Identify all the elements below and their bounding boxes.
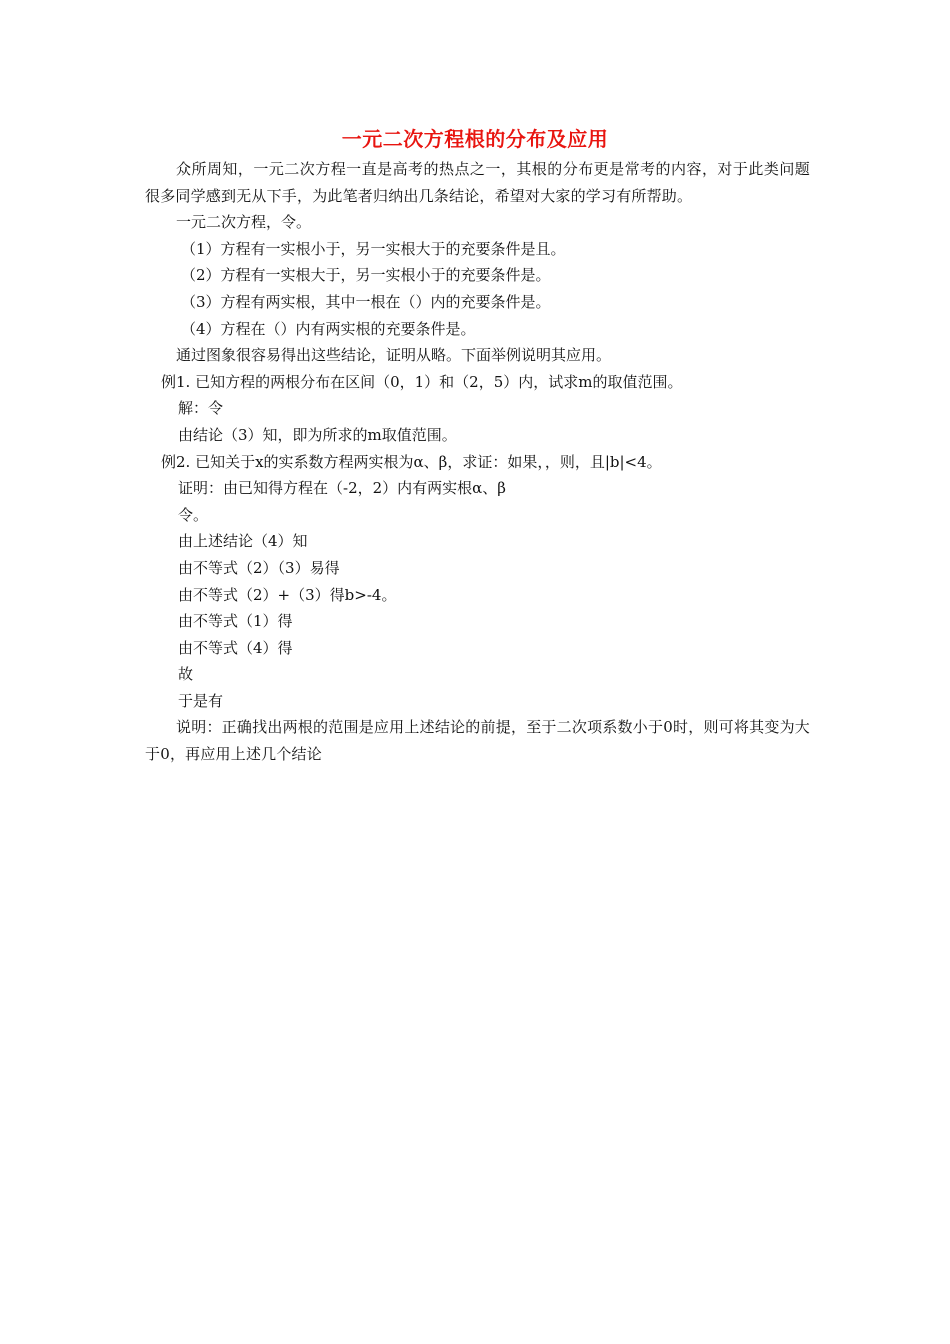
transition-line: 通过图象很容易得出这些结论，证明从略。下面举例说明其应用。 — [176, 346, 612, 365]
proof-line: 由不等式（1）得 — [178, 612, 293, 631]
proof-line: 于是有 — [178, 691, 224, 710]
conclusion-3: （3）方程有两实根，其中一根在（）内的充要条件是。 — [181, 292, 551, 311]
proof-line: 由不等式（2）（3）易得 — [178, 558, 340, 577]
proof-line: 由上述结论（4）知 — [178, 532, 308, 551]
note-paragraph: 说明：正确找出两根的范围是应用上述结论的前提，至于二次项系数小于0时，则可将其变为大于0，再应用上述几个结论 — [145, 718, 810, 764]
example-2-question: 例2. 已知关于x的实系数方程两实根为α、β，求证：如果，，则，且|b|<4。 — [161, 452, 662, 471]
proof-line: 由不等式（4）得 — [178, 638, 293, 657]
proof-line: 故 — [178, 665, 194, 684]
conclusion-1: （1）方程有一实根小于，另一实根大于的充要条件是且。 — [181, 239, 566, 258]
proof-line: 证明：由已知得方程在（-2，2）内有两实根α、β — [178, 479, 506, 498]
document-title: 一元二次方程根的分布及应用 — [341, 127, 609, 151]
example-1-solution-start: 解：令 — [178, 399, 224, 418]
document-body — [145, 156, 810, 768]
proof-line: 由不等式（2）+（3）得b>-4。 — [178, 585, 397, 604]
conclusion-2: （2）方程有一实根大于，另一实根小于的充要条件是。 — [181, 266, 551, 285]
example-1-question: 例1. 已知方程的两根分布在区间（0，1）和（2，5）内，试求m的取值范围。 — [161, 372, 683, 391]
intro-paragraph: 众所周知，一元二次方程一直是高考的热点之一，其根的分布更是常考的内容，对于此类问题很多同学感到无从下手，为此笔者归纳出几条结论，希望对大家的学习有所帮助。 — [145, 160, 810, 205]
conclusion-4: （4）方程在（）内有两实根的充要条件是。 — [181, 319, 476, 338]
setup-line: 一元二次方程，令。 — [176, 213, 312, 232]
example-1-solution-end: 由结论（3）知，即为所求的m取值范围。 — [178, 425, 457, 444]
proof-line: 令。 — [178, 505, 209, 524]
